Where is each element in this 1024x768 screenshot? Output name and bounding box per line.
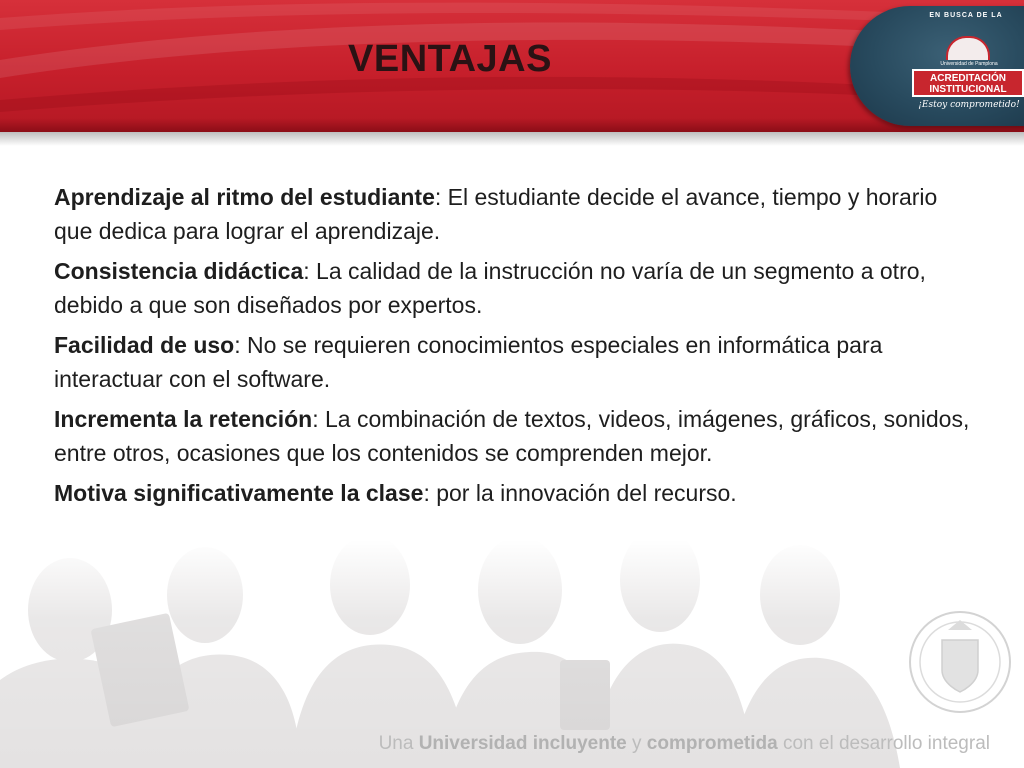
footer-slogan	[379, 733, 990, 755]
badge-arc-text: EN BUSCA DE LA	[929, 12, 1003, 19]
list-item	[54, 328, 974, 396]
badge-accreditation-box	[912, 69, 1024, 97]
item-term: Incrementa la retención	[54, 406, 313, 432]
item-description: : No se requieren conocimientos especiales en informática para interactuar con el software.	[54, 332, 883, 392]
footer-text: y	[626, 733, 647, 754]
list-item	[54, 180, 974, 248]
footer-bold-text: Universidad incluyente	[418, 733, 627, 754]
item-description: : La calidad de la instrucción no varía de un segmento a otro, debido a que son diseñados por expertos.	[54, 258, 926, 318]
badge-university-name: Universidad de Pamplona	[940, 61, 998, 67]
badge-line2: INSTITUCIONAL	[929, 84, 1007, 95]
university-seal-watermark	[908, 600, 1018, 720]
slide-title: VENTAJAS	[348, 38, 552, 80]
footer-bold-text: comprometida	[646, 733, 778, 754]
footer-text: con el desarrollo integral	[777, 733, 990, 754]
item-description: : La combinación de textos, videos, imágenes, gráficos, sonidos, entre otros, ocasiones que los contenidos se comprenden mejor.	[54, 406, 970, 466]
item-term: Motiva significativamente la clase	[54, 480, 424, 506]
accreditation-badge-logo	[850, 6, 1024, 126]
footer-text: Una	[378, 733, 419, 754]
item-description: : El estudiante decide el avance, tiempo y horario que dedica para lograr el aprendizaje.	[54, 184, 938, 244]
item-term: Aprendizaje al ritmo del estudiante	[54, 184, 435, 210]
item-description: : por la innovación del recurso.	[423, 480, 737, 506]
badge-slogan: ¡Estoy comprometido!	[918, 100, 1020, 110]
list-item	[54, 254, 974, 322]
item-term: Facilidad de uso	[54, 332, 235, 358]
item-term: Consistencia didáctica	[54, 258, 304, 284]
badge-line1: ACREDITACIÓN	[930, 73, 1006, 84]
header-shadow	[0, 132, 1024, 146]
advantages-list	[54, 180, 974, 516]
list-item	[54, 476, 974, 510]
list-item	[54, 402, 974, 470]
